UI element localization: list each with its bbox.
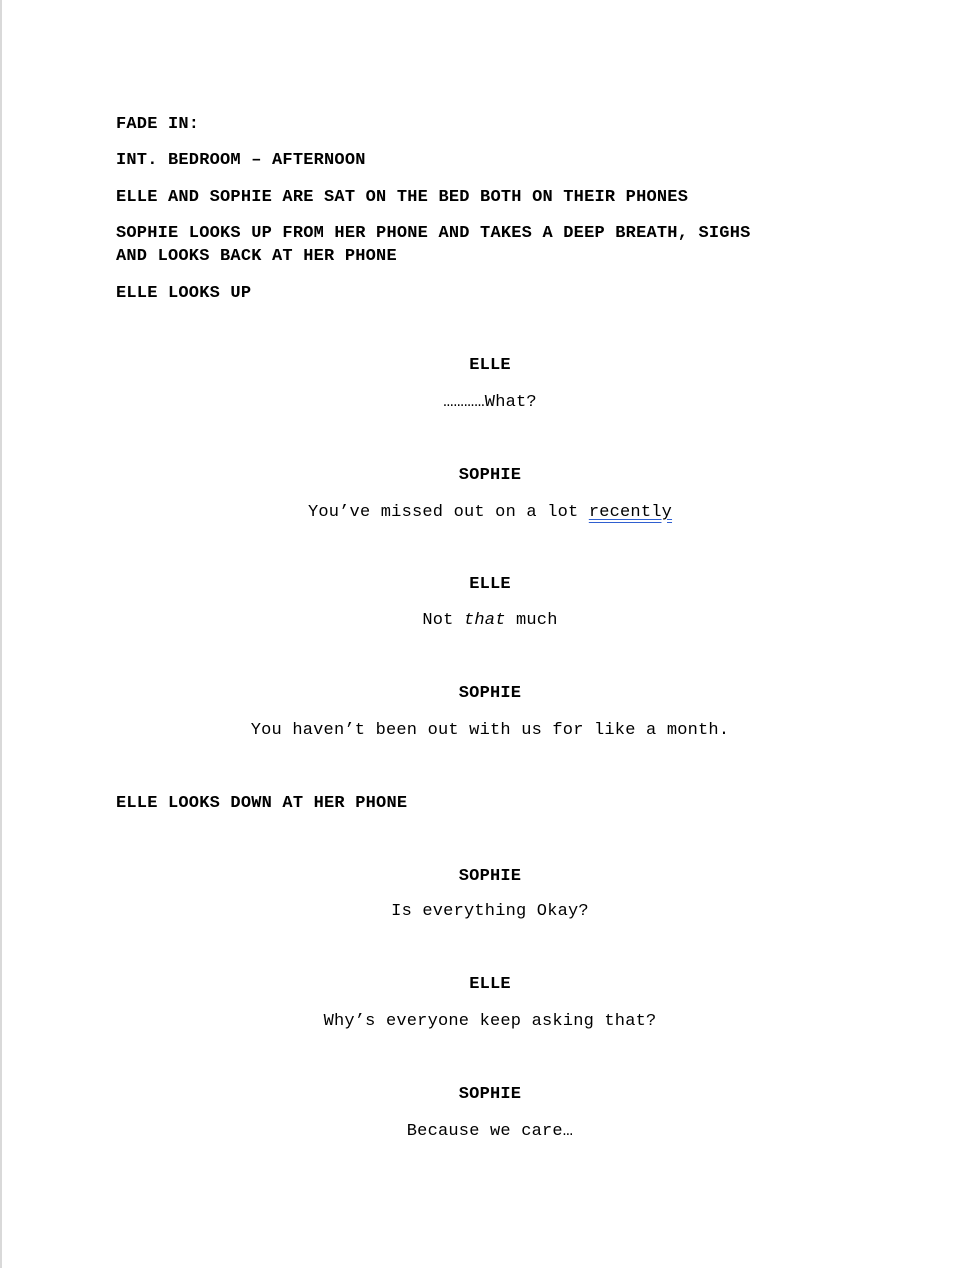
character-name-sophie: SOPHIE [458,867,522,886]
action-line-3: ELLE LOOKS UP [116,284,252,303]
character-name-sophie: SOPHIE [458,466,522,485]
spellcheck-flagged-word[interactable]: recently [588,503,673,522]
page-edge [0,0,2,1268]
scene-heading: INT. BEDROOM – AFTERNOON [116,151,366,170]
dialogue-text: Not [422,611,464,630]
dialogue-line: You haven’t been out with us for like a month. [250,721,730,740]
dialogue-line: …………What? [443,393,537,412]
character-name-sophie: SOPHIE [458,684,522,703]
dialogue-line: Because we care… [406,1122,574,1141]
character-name-elle: ELLE [469,575,511,594]
dialogue-line [0,501,980,524]
character-name-sophie: SOPHIE [458,1085,522,1104]
action-line-4: ELLE LOOKS DOWN AT HER PHONE [116,794,408,813]
action-line-2a: SOPHIE LOOKS UP FROM HER PHONE AND TAKES A DEEP BREATH, SIGHS [116,224,751,243]
dialogue-line: Is everything Okay? [391,902,589,921]
action-line-1: ELLE AND SOPHIE ARE SAT ON THE BED BOTH ON THEIR PHONES [116,188,689,207]
dialogue-line: Why’s everyone keep asking that? [323,1012,657,1031]
character-name-elle: ELLE [469,975,511,994]
action-line-2b: AND LOOKS BACK AT HER PHONE [116,247,397,266]
dialogue-line [0,609,980,632]
dialogue-text: You’ve missed out on a lot [307,503,589,522]
transition-fade-in: FADE IN: [116,115,200,134]
dialogue-text: much [505,611,558,630]
character-name-elle: ELLE [469,356,511,375]
emphasized-word: that [463,611,506,630]
